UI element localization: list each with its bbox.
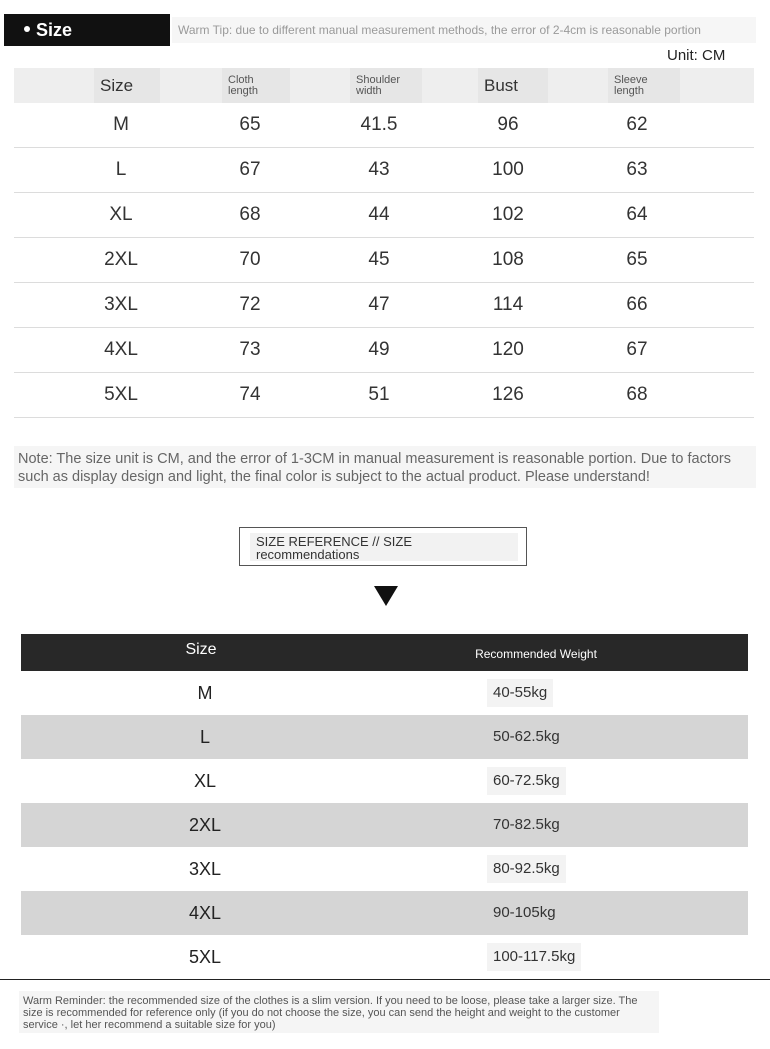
table-cell: 120 [492,339,524,360]
table-cell: 2XL [104,249,138,270]
col-recommended-weight: Recommended Weight [475,647,597,661]
note-text: Note: The size unit is CM, and the error of 1-3CM in manual measurement is reasonable portion. Due to factors such as display design and light, the final color is subject to the actual product. Please understand! [14,446,756,488]
size-cell: 2XL [188,815,222,835]
table-cell: 73 [239,339,261,360]
table-cell: 43 [368,159,390,180]
table-cell: 70 [239,249,261,270]
weight-cell: 40-55kg [487,679,553,707]
weight-cell: 80-92.5kg [487,855,566,883]
warm-reminder: Warm Reminder: the recommended size of the clothes is a slim version. If you need to be loose, please take a larger size. The size is recommended for reference only (if you do not choose the size, you can send the height and weight to the customer service ·, let her recommend a suitable size for you) [19,991,659,1033]
table-cell: 47 [368,294,390,315]
measurement-table [14,68,754,418]
table-cell: 72 [239,294,261,315]
size-reference-title: SIZE REFERENCE // SIZE recommendations [250,533,518,561]
weight-cell: 90-105kg [493,904,556,921]
size-reference-box [239,527,527,566]
col-bust: Bust [478,68,548,103]
table-cell: 68 [239,204,261,225]
size-cell: 5XL [188,947,222,967]
table-cell: 96 [497,114,519,135]
col-sleeve-length: Sleeve length [608,68,680,103]
table-row [21,935,748,979]
table-cell: 5XL [104,384,138,405]
table-cell: 45 [368,249,390,270]
table-cell: 3XL [104,294,138,315]
table-cell: 74 [239,384,261,405]
weight-cell: 50-62.5kg [493,728,560,745]
size-cell: L [199,727,210,747]
weight-cell: 100-117.5kg [487,943,581,971]
table-cell: 67 [239,159,261,180]
table-row [21,715,748,759]
table-cell: 62 [626,114,648,135]
weight-cell: 70-82.5kg [493,816,560,833]
size-badge [4,14,170,46]
table-row [14,328,754,373]
table-cell: 126 [492,384,524,405]
table-cell: 114 [492,294,524,315]
table-cell: L [115,159,127,180]
table-cell: XL [109,204,133,225]
size-badge-label: Size [36,20,73,40]
table-cell: 64 [626,204,648,225]
table-row [14,148,754,193]
table-row [14,283,754,328]
table-cell: 67 [626,339,648,360]
table-cell: M [113,114,129,135]
table-row [14,103,754,148]
weight-table [21,634,748,979]
table-cell: 100 [492,159,524,180]
measurement-table-header [14,68,754,103]
divider [0,979,770,980]
table-cell: 108 [492,249,524,270]
size-cell: 4XL [188,903,222,923]
table-cell: 63 [626,159,648,180]
weight-table-header [21,634,748,671]
table-cell: 65 [239,114,261,135]
unit-label: Unit: CM [667,47,726,64]
table-cell: 44 [368,204,390,225]
col-shoulder-width: Shoulder width [350,68,422,103]
arrow-down-icon [374,586,398,606]
table-row [21,847,748,891]
table-cell: 102 [492,204,524,225]
col-size: Size [94,68,160,103]
table-row [14,238,754,283]
table-row [14,373,754,418]
table-cell: 68 [626,384,648,405]
table-cell: 65 [626,249,648,270]
warm-tip: Warm Tip: due to different manual measurement methods, the error of 2-4cm is reasonable portion [172,17,756,43]
table-cell: 51 [368,384,390,405]
table-row [14,193,754,238]
table-cell: 66 [626,294,648,315]
col-size: Size [185,641,217,658]
col-cloth-length: Cloth length [222,68,290,103]
table-row [21,671,748,715]
size-cell: M [197,683,213,703]
measurement-table-body [14,103,754,418]
weight-table-body [21,671,748,979]
table-cell: 41.5 [360,114,398,135]
size-cell: XL [193,771,217,791]
table-row [21,759,748,803]
bullet-icon [24,26,30,32]
table-cell: 49 [368,339,390,360]
table-row [21,891,748,935]
table-row [21,803,748,847]
table-cell: 4XL [104,339,138,360]
size-cell: 3XL [188,859,222,879]
weight-cell: 60-72.5kg [487,767,566,795]
